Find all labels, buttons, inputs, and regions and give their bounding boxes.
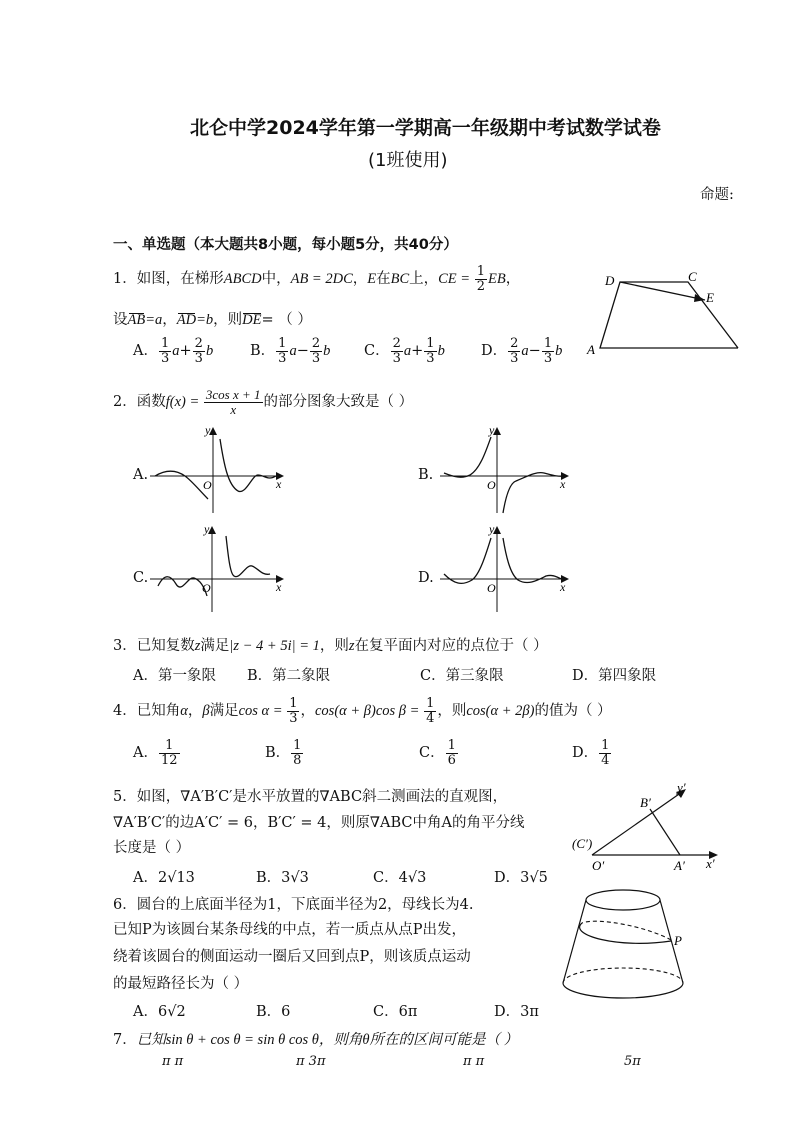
label-d: D [605, 273, 615, 288]
q7-option-a-partial[interactable]: π π [162, 1054, 184, 1069]
q3-option-b[interactable]: B．第二象限 [247, 668, 331, 684]
q2-option-c-label[interactable]: C. [133, 570, 149, 586]
question-6-line-2: 已知P为该圆台某条母线的中点，若一质点从点P出发， [113, 922, 467, 938]
q3-option-a[interactable]: A．第一象限 [133, 668, 216, 684]
svg-text:y′: y′ [677, 780, 686, 795]
arrow-head [694, 294, 705, 302]
svg-text:(C′): (C′) [572, 836, 593, 851]
svg-text:P: P [674, 933, 682, 948]
svg-text:y: y [489, 425, 495, 437]
q2-option-d-label[interactable]: D. [418, 570, 434, 586]
label-a: A [587, 342, 595, 357]
q4-option-d[interactable]: D． $\frac{1}{4}$ [572, 738, 610, 768]
q2-graph-b[interactable] [440, 425, 575, 515]
svg-text:O: O [202, 581, 211, 595]
question-3: 3．已知复数z满足|z − 4 + 5i| = 1，则z在复平面内对应的点位于（ ） [113, 638, 548, 654]
q6-option-a[interactable]: A．6√2 [133, 1004, 186, 1020]
oblique-triangle-figure [570, 780, 750, 872]
section-heading: 一、单选题（本大题共8小题，每小题5分，共40分） [113, 237, 458, 253]
question-1-line-2: 设AB=a，AD=b，则DE= （ ） [113, 312, 312, 328]
question-5-line-2: ∇A′B′C′的边A′C′ = 6，B′C′ = 4，则原∇ABC中角A的角平分线 [113, 815, 525, 831]
q6-option-c[interactable]: C．6π [373, 1004, 418, 1020]
svg-text:O′: O′ [592, 858, 605, 872]
q6-option-b[interactable]: B．6 [256, 1004, 291, 1020]
q3-option-c[interactable]: C．第三象限 [420, 668, 504, 684]
question-5-line-3: 长度是（ ） [113, 840, 191, 856]
svg-text:A′: A′ [674, 858, 685, 872]
svg-text:x: x [560, 580, 566, 594]
q1-option-b[interactable]: B． $\frac{1}{3}$ a− $\frac{2}{3}$ b [250, 336, 331, 366]
frustum-figure [558, 885, 698, 1010]
page-subtitle: (1班使用) [368, 150, 448, 171]
q5-option-a[interactable]: A．2√13 [133, 870, 195, 886]
question-1-line-1: 1．如图，在梯形ABCD中，AB = 2DC，E在BC上，CE = $\frac{1}{2}$ EB， [113, 264, 521, 294]
question-5-line-1: 5．如图，∇A′B′C′是水平放置的∇ABC斜二测画法的直观图， [113, 789, 508, 805]
svg-text:O: O [487, 581, 496, 595]
q7-option-b-partial[interactable]: π 3π [296, 1054, 326, 1069]
q5-option-c[interactable]: C．4√3 [373, 870, 427, 886]
q2-option-a-label[interactable]: A. [133, 467, 149, 483]
trapezoid-figure [582, 268, 794, 360]
svg-text:B′: B′ [640, 795, 651, 810]
author-label: 命题: [700, 187, 734, 203]
page-title: 北仑中学2024学年第一学期高一年级期中考试数学试卷 [190, 117, 661, 139]
q2-option-b-label[interactable]: B. [418, 467, 434, 483]
q6-option-d[interactable]: D．3π [494, 1004, 539, 1020]
q1-option-a[interactable]: A． $\frac{1}{3}$ a+ $\frac{2}{3}$ b [133, 336, 214, 366]
q4-option-c[interactable]: C． $\frac{1}{6}$ [419, 738, 456, 768]
svg-text:y: y [205, 425, 211, 437]
svg-text:x: x [276, 477, 282, 491]
svg-text:y: y [204, 524, 210, 536]
question-7: 7．已知sin θ + cos θ = sin θ cos θ，则角θ所在的区间可能是（ ） [113, 1032, 519, 1048]
segment-de [620, 282, 705, 300]
label-c: C [688, 269, 697, 284]
question-4: 4．已知角α，β满足cos α = $\frac{1}{3}$ ，cos(α + β)cos β = $\frac{1}{4}$ ，则cos(α + 2β)的值为（ ） [113, 696, 612, 726]
q5-option-b[interactable]: B．3√3 [256, 870, 309, 886]
svg-text:x: x [276, 580, 282, 594]
question-6-line-4: 的最短路径长为（ ） [113, 976, 249, 992]
q1-option-d[interactable]: D． $\frac{2}{3}$ a− $\frac{1}{3}$ b [481, 336, 563, 366]
q5-option-d[interactable]: D．3√5 [494, 870, 548, 886]
svg-text:x: x [560, 477, 566, 491]
question-6-line-3: 绕着该圆台的侧面运动一圈后又回到点P，则该质点运动 [113, 949, 471, 965]
q2-graph-c[interactable] [150, 524, 290, 614]
svg-text:O: O [203, 478, 212, 492]
q1-option-c[interactable]: C． $\frac{2}{3}$ a+ $\frac{1}{3}$ b [364, 336, 445, 366]
q4-option-b[interactable]: B． $\frac{1}{8}$ [265, 738, 302, 768]
q7-option-c-partial[interactable]: π π [463, 1054, 485, 1069]
q2-graph-d[interactable] [440, 524, 575, 614]
svg-text:y: y [489, 524, 495, 536]
label-e: E [706, 290, 714, 305]
q2-graph-a[interactable] [150, 425, 290, 515]
q7-option-d-partial[interactable]: 5π [624, 1054, 641, 1069]
svg-text:x′: x′ [706, 856, 715, 871]
question-2: 2．函数f(x) = $\frac{\text{3cos x + 1}}{x}$ 的部分图象大致是（ ） [113, 387, 414, 417]
q3-option-d[interactable]: D．第四象限 [572, 668, 657, 684]
question-6-line-1: 6．圆台的上底面半径为1，下底面半径为2，母线长为4. [113, 897, 474, 913]
svg-text:O: O [487, 478, 496, 492]
q4-option-a[interactable]: A． $\frac{1}{12}$ [133, 738, 178, 768]
